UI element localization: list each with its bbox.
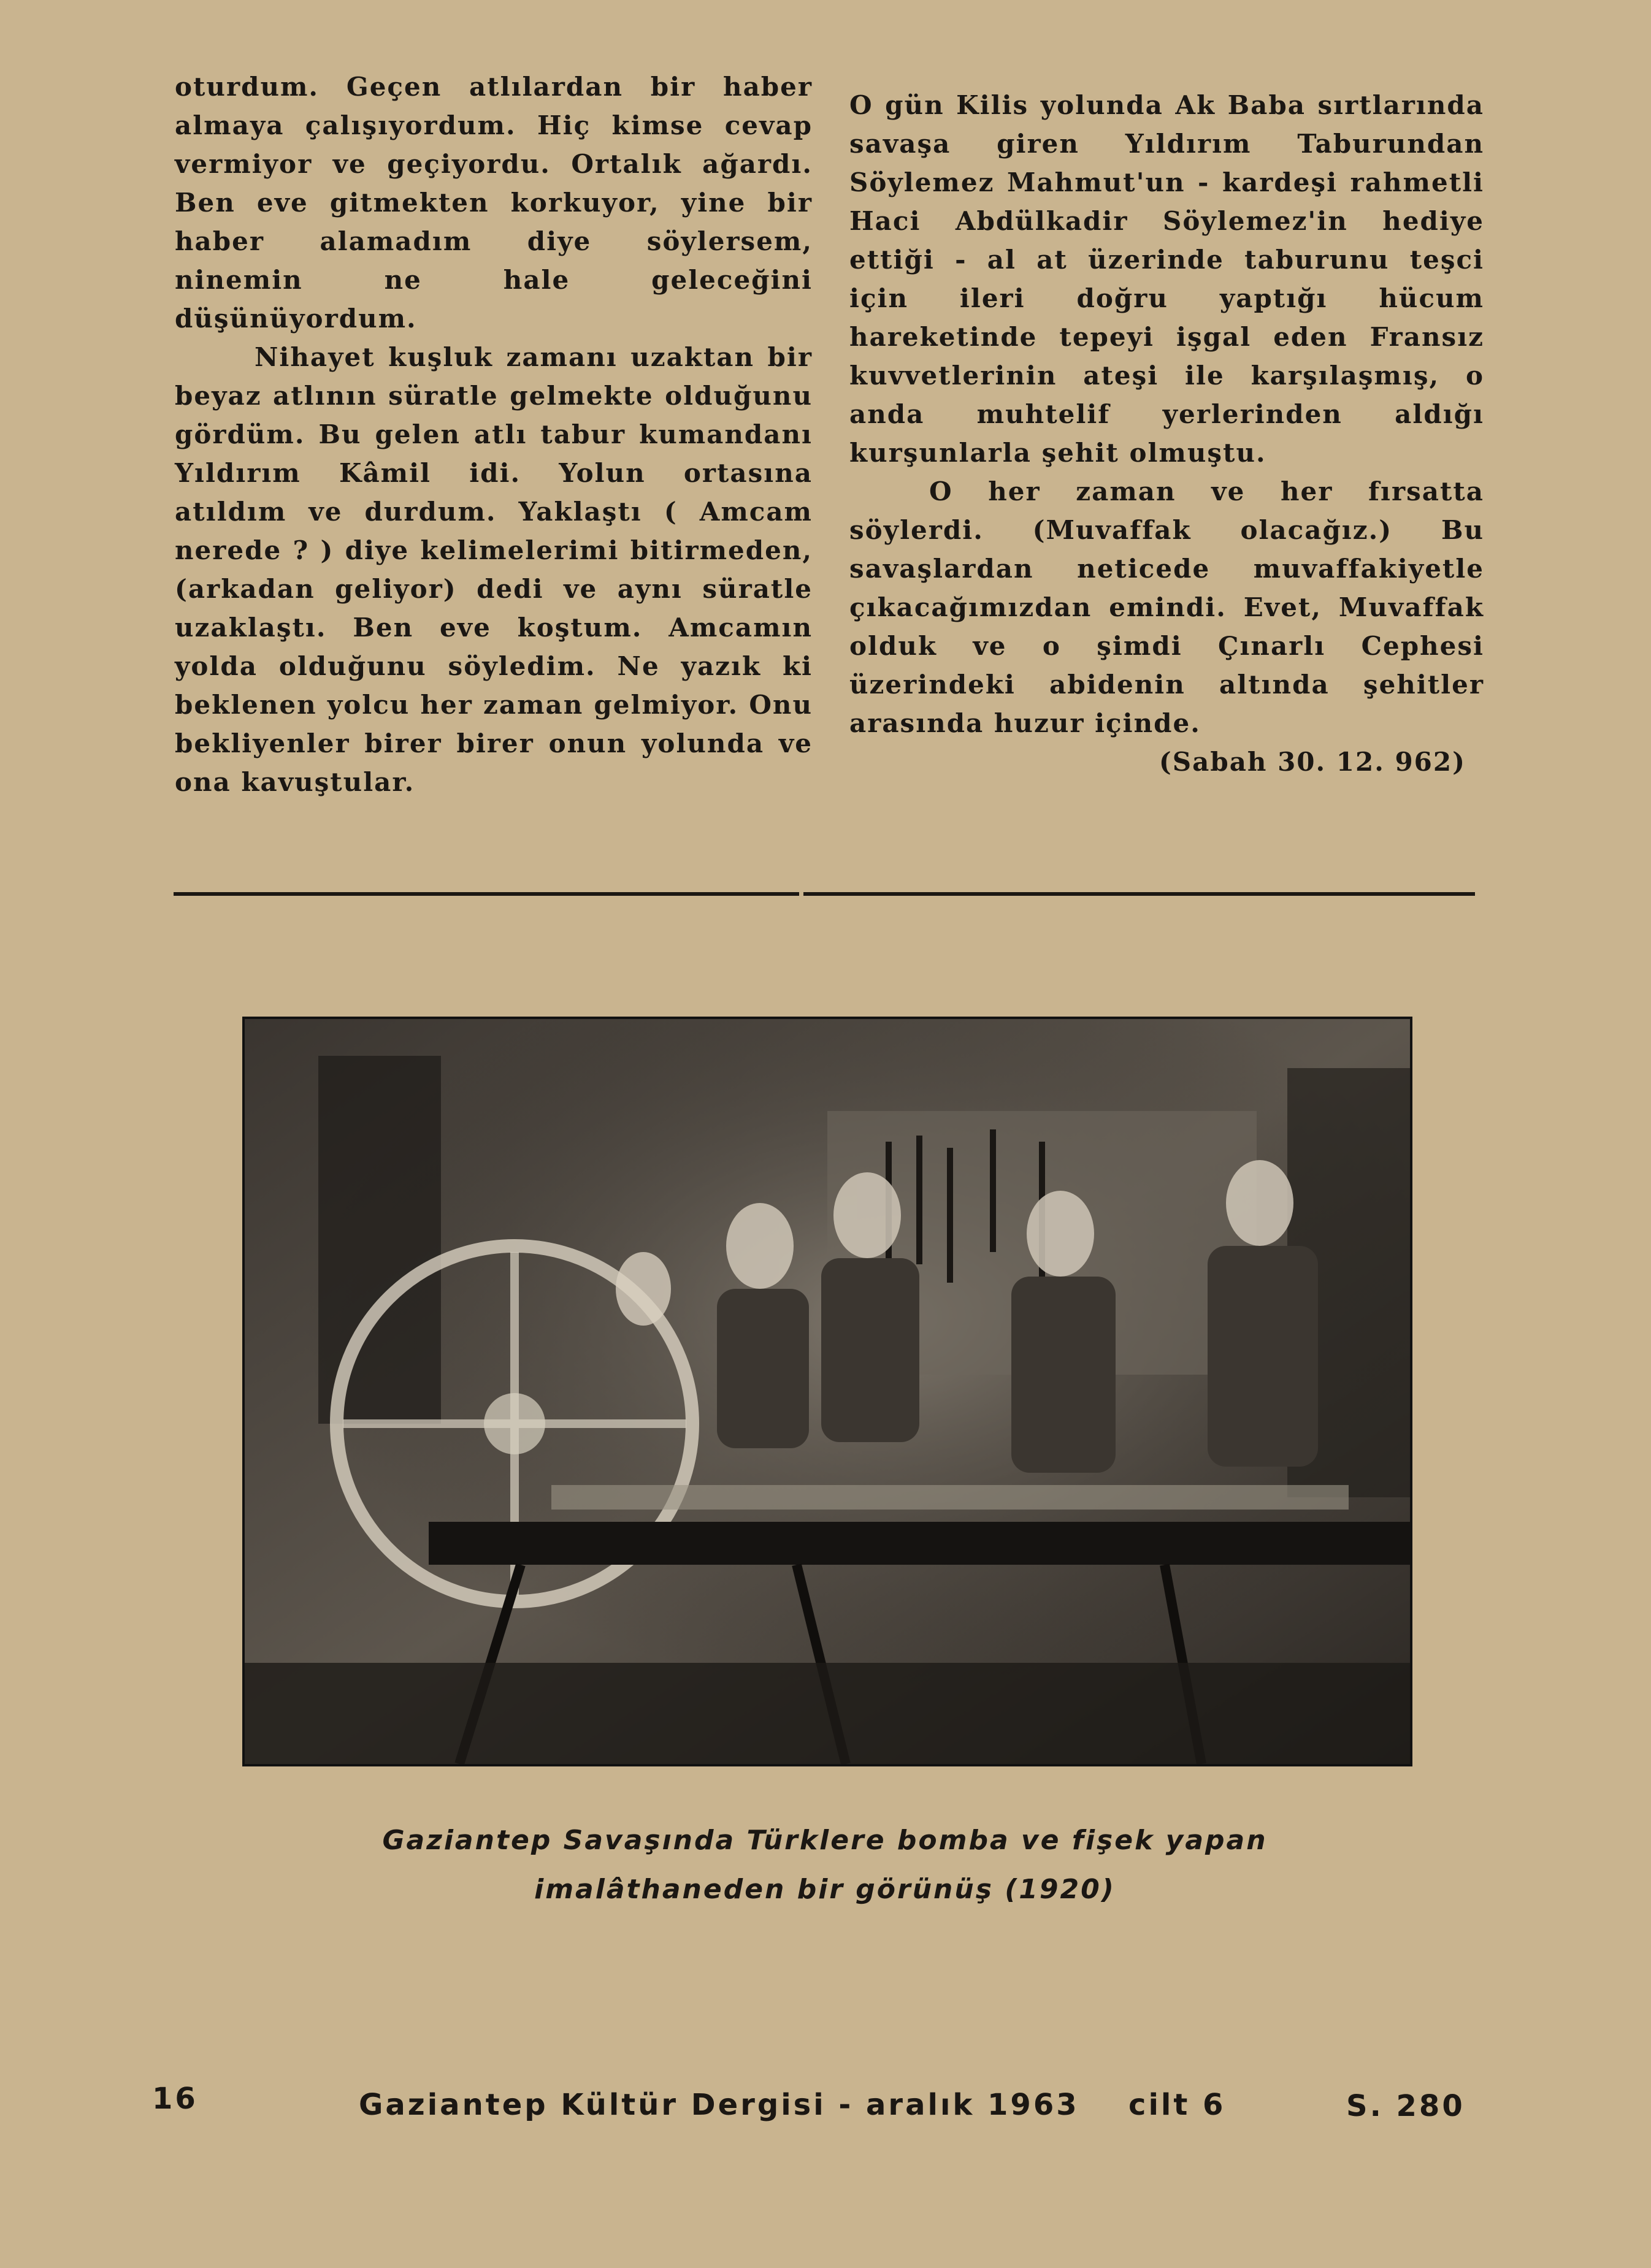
journal-title: Gaziantep Kültür Dergisi - aralık 1963	[359, 2088, 1079, 2122]
volume-label: cilt 6	[1128, 2088, 1226, 2122]
article-left-column	[175, 67, 813, 801]
article-right-column	[849, 86, 1484, 781]
paragraph: O her zaman ve her fırsatta söylerdi. (Muvaffak olacağız.) Bu savaşlardan neticede muvaffakiyetle çıkacağımızdan emindi. Evet, Muvaffak olduk ve o şimdi Çınarlı Cephesi üzerindeki abidenin altında şehitler arasında huzur içinde.	[849, 476, 1484, 738]
section-divider	[803, 892, 1475, 896]
caption-line: imalâthaneden bir görünüş (1920)	[534, 1874, 1116, 1905]
issue-label: S. 280	[1346, 2089, 1465, 2123]
page-number: 16	[152, 2082, 198, 2116]
photo-image	[245, 1019, 1410, 1764]
caption-line: Gaziantep Savaşında Türklere bomba ve fişek yapan	[382, 1825, 1268, 1856]
section-divider	[174, 892, 799, 896]
article-source: (Sabah 30. 12. 962)	[1159, 747, 1466, 777]
paragraph: Nihayet kuşluk zamanı uzaktan bir beyaz atlının süratle gelmekte olduğunu gördüm. Bu gelen atlı tabur kumandanı Yıldırım Kâmil idi. Yolun ortasına atıldım ve durdum. Yaklaştı ( Amcam nerede ? ) diye kelimelerimi bitirmeden, (arkadan geliyor) dedi ve aynı süratle uzaklaştı. Ben eve koştum. Amcamın yolda olduğunu söyledim. Ne yazık ki beklenen yolcu her zaman gelmiyor. Onu bekliyenler birer birer onun yolunda ve ona kavuştular.	[175, 342, 813, 797]
page-footer	[0, 2082, 1651, 2125]
workshop-photograph	[242, 1017, 1412, 1766]
photo-caption	[245, 1816, 1404, 1914]
paragraph: oturdum. Geçen atlılardan bir haber almaya çalışıyordum. Hiç kimse cevap vermiyor ve geçiyordu. Ortalık ağardı. Ben eve gitmekten korkuyor, yine bir haber alamadım diye söylersem, ninemin ne hale geleceğini düşünüyordum.	[175, 72, 813, 334]
paragraph: O gün Kilis yolunda Ak Baba sırtlarında savaşa giren Yıldırım Taburundan Söylemez Mahmut'un - kardeşi rahmetli Haci Abdülkadir Söylemez'in hediye ettiği - al at üzerinde taburunu teşci için ileri doğru yaptığı hücum hareketinde tepeyi işgal eden Fransız kuvvetlerinin ateşi ile karşılaşmış, o anda muhtelif yerlerinden aldığı kurşunlarla şehit olmuştu.	[849, 90, 1484, 468]
